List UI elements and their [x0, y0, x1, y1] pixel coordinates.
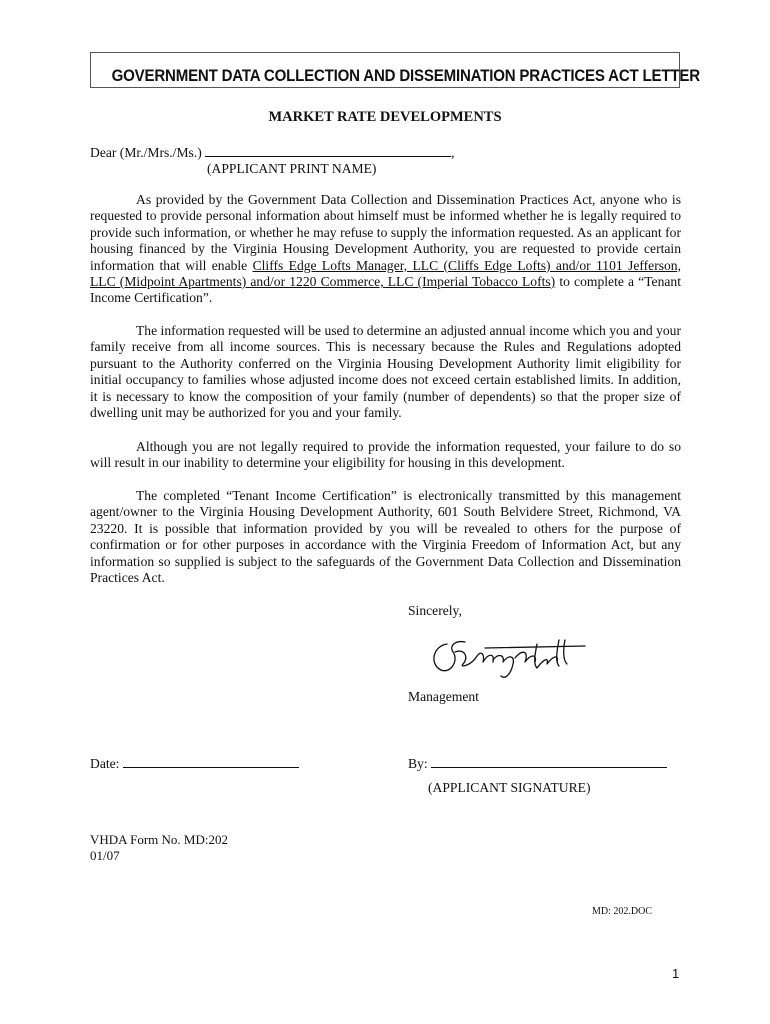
paragraph-4	[90, 488, 681, 586]
closing-management: Management	[408, 689, 479, 704]
closing-sincerely: Sincerely,	[408, 603, 462, 618]
form-date: 01/07	[90, 848, 120, 863]
signature-image	[425, 630, 595, 686]
date-row	[90, 756, 299, 772]
date-label: Date:	[90, 756, 120, 771]
paragraph-1-text-a: As provided by the Government Data Collection and Dissemination Practices Act, anyone who is requested to provide personal information about himself must be informed whether he is legally required to provide such information, or whether he may refuse to supply the information requested. As an applicant for housing financed by the Virginia Housing Development Authority, you are requested to provide certain information that will enable	[90, 192, 681, 273]
salutation-line	[90, 145, 455, 161]
salutation-prefix: Dear (Mr./Mrs./Ms.)	[90, 145, 202, 160]
paragraph-3-text: Although you are not legally required to provide the information requested, your failure to do so will result in our inability to determine your eligibility for housing in this development.	[90, 439, 681, 471]
paragraph-1	[90, 192, 681, 307]
paragraph-2-text: The information requested will be used to determine an adjusted annual income which you and your family receive from all income sources. This is necessary because the Rules and Regulations adopted pursuant to the Authority conferred on the Virginia Housing Development Authority limit eligibility for initial occupancy to families whose adjusted income does not exceed certain established limits. In addition, it is necessary to know the composition of your family (number of dependents) so that the proper size of dwelling unit may be authorized for you and your family.	[90, 323, 681, 421]
page-number: 1	[672, 966, 680, 981]
by-row	[408, 756, 667, 772]
paragraph-2	[90, 323, 681, 421]
paragraph-3	[90, 439, 681, 472]
salutation-suffix: ,	[451, 145, 455, 160]
form-number: VHDA Form No. MD:202	[90, 832, 228, 847]
applicant-signature-field[interactable]	[431, 756, 667, 768]
document-code: MD: 202.DOC	[592, 906, 653, 917]
by-label: By:	[408, 756, 428, 771]
document-subtitle: MARKET RATE DEVELOPMENTS	[268, 109, 502, 125]
paragraph-4-text: The completed “Tenant Income Certification” is electronically transmitted by this management agent/owner to the Virginia Housing Development Authority, 601 South Belvidere Street, Richmond, VA 23220. It is possible that information provided by you will be revealed to others for the purpose of confirmation or for other purposes in accordance with the Virginia Freedom of Information Act, but any information so supplied is subject to the safeguards of the Government Data Collection and Dissemination Practices Act.	[90, 488, 681, 586]
applicant-name-field[interactable]	[205, 145, 451, 157]
document-title: GOVERNMENT DATA COLLECTION AND DISSEMINATION PRACTICES ACT LETTER	[111, 67, 700, 85]
applicant-name-caption: (APPLICANT PRINT NAME)	[207, 161, 377, 176]
applicant-signature-caption: (APPLICANT SIGNATURE)	[428, 780, 591, 795]
date-field[interactable]	[123, 756, 299, 768]
paragraph-1-entities: Cliffs Edge Lofts Manager, LLC (Cliffs Edge Lofts) and/or 1101 Jefferson, LLC (Midpoint Apartments) and/or 1220 Commerce, LLC (Imperial Tobacco Lofts)	[90, 257, 682, 290]
title-box	[90, 52, 700, 88]
paragraph-1-text-b: to complete a “Tenant Income Certification”.	[90, 274, 681, 306]
